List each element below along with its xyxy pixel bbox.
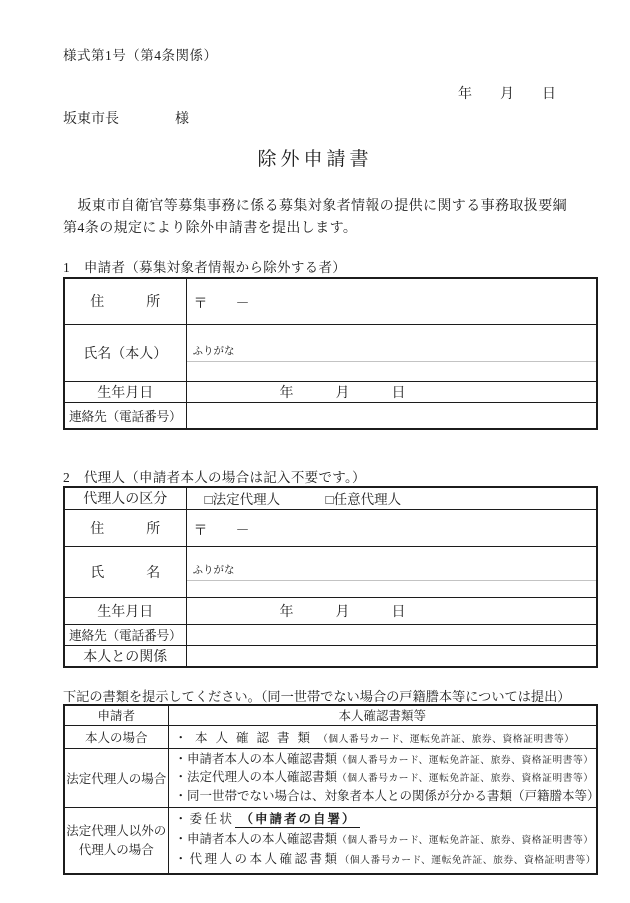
document-item-note: （個人番号カード、運転免許証、旅券、資格証明書等）	[339, 855, 597, 867]
applicant-table	[63, 277, 598, 430]
table-row	[64, 597, 597, 624]
table-row	[64, 509, 597, 546]
signature-note: （申請者の自署）	[235, 812, 360, 828]
applicant-birth-field	[186, 381, 597, 402]
table-row	[64, 487, 597, 509]
document-item	[175, 769, 597, 788]
applicant-name-field	[186, 324, 597, 381]
agent-relation-field	[186, 645, 597, 667]
case-other-agent-label-line2: 代理人の場合	[78, 842, 154, 857]
document-item-text: ・申請者本人の本人確認書類	[174, 751, 338, 766]
section2-heading: 2 代理人（申請者本人の場合は記入不要です。）	[63, 470, 366, 485]
document-item	[175, 830, 597, 851]
agent-contact-label: 連絡先（電話番号）	[64, 624, 186, 645]
col-header-applicant: 申請者	[64, 705, 168, 725]
document-item-text: ・代理人の本人確認書類	[174, 852, 340, 867]
form-number: 様式第1号（第4条関係）	[63, 48, 218, 63]
agent-contact-field	[186, 624, 597, 645]
case-other-agent-documents	[168, 808, 597, 874]
document-item	[175, 810, 597, 830]
agent-birth-field	[186, 597, 597, 624]
document-item-text: ・同一世帯でない場合は、対象者本人との関係が分かる書類（戸籍謄本等）	[174, 788, 600, 803]
table-row	[64, 546, 597, 597]
applicant-address-field	[186, 278, 597, 324]
document-item	[175, 728, 597, 746]
documents-intro: 下記の書類を提示してください。（同一世帯でない場合の戸籍謄本等については提出）	[63, 689, 571, 704]
case-other-agent-label-line1: 法定代理人以外の	[66, 823, 167, 838]
addressee-line	[63, 108, 189, 128]
agent-birth-label: 生年月日	[64, 597, 186, 624]
table-header-row	[64, 705, 597, 725]
case-self-label: 本人の場合	[64, 725, 168, 748]
document-item-text: ・本人確認書類	[174, 730, 319, 745]
table-row	[64, 725, 597, 748]
table-row	[64, 645, 597, 667]
document-item	[175, 850, 597, 871]
agent-name-field	[186, 546, 597, 597]
agent-type-field	[186, 487, 597, 509]
table-row	[64, 624, 597, 645]
addressee-honorific: 様	[175, 112, 189, 127]
agent-address-field	[186, 509, 597, 546]
applicant-furigana-label: ふりがな	[187, 343, 597, 362]
agent-postal-mark: 〒 －	[193, 523, 250, 539]
agent-table	[63, 486, 598, 668]
section1-heading: 1 申請者（募集対象者情報から除外する者）	[63, 260, 347, 275]
table-row	[64, 808, 597, 874]
applicant-postal-mark: 〒 －	[193, 297, 250, 313]
documents-table	[63, 704, 598, 875]
document-item-text: ・法定代理人の本人確認書類	[174, 770, 338, 785]
applicant-birth-label: 生年月日	[64, 381, 186, 402]
agent-address-label: 住 所	[64, 509, 186, 546]
body-paragraph	[63, 196, 578, 240]
document-item-note: （個人番号カード、運転免許証、旅券、資格証明書等）	[337, 754, 594, 766]
applicant-contact-field	[186, 402, 597, 429]
document-item-note: （個人番号カード、運転免許証、旅券、資格証明書等）	[337, 773, 594, 785]
applicant-address-label: 住 所	[64, 278, 186, 324]
table-row	[64, 278, 597, 324]
body-line-1: 坂東市自衛官等募集事務に係る募集対象者情報の提供に関する事務取扱要綱	[63, 199, 567, 214]
agent-birth-placeholder: 年 月 日	[279, 604, 406, 620]
table-row	[64, 381, 597, 402]
case-legal-agent-documents	[168, 748, 600, 808]
case-other-agent-label	[64, 808, 168, 874]
table-row	[64, 748, 597, 808]
voluntary-agent-checkbox[interactable]: □任意代理人	[325, 492, 402, 508]
document-item-text: ・申請者本人の本人確認書類	[174, 831, 338, 846]
agent-type-label: 代理人の区分	[64, 487, 186, 509]
agent-name-label: 氏 名	[64, 546, 186, 597]
col-header-documents: 本人確認書類等	[168, 705, 597, 725]
document-item-note: （個人番号カード、運転免許証、旅券、資格証明書等）	[318, 733, 575, 745]
agent-furigana-label: ふりがな	[187, 562, 597, 581]
document-item	[175, 751, 597, 770]
table-row	[64, 324, 597, 381]
legal-agent-checkbox[interactable]: □法定代理人	[204, 492, 281, 508]
addressee-name: 坂東市長	[63, 112, 119, 127]
document-item-note: （個人番号カード、運転免許証、旅券、資格証明書等）	[337, 834, 594, 846]
case-legal-agent-label: 法定代理人の場合	[64, 748, 168, 808]
table-row	[64, 402, 597, 429]
document-item-text: ・委任状	[174, 812, 235, 827]
applicant-name-label: 氏名（本人）	[64, 324, 186, 381]
agent-relation-label: 本人との関係	[64, 645, 186, 667]
body-line-2: 第4条の規定により除外申請書を提出します。	[63, 221, 358, 236]
document-item	[174, 788, 600, 806]
applicant-birth-placeholder: 年 月 日	[279, 385, 406, 401]
applicant-contact-label: 連絡先（電話番号）	[64, 402, 186, 429]
case-self-documents	[168, 725, 597, 748]
date-line: 年 月 日	[458, 87, 556, 102]
page-title: 除外申請書	[257, 149, 373, 170]
